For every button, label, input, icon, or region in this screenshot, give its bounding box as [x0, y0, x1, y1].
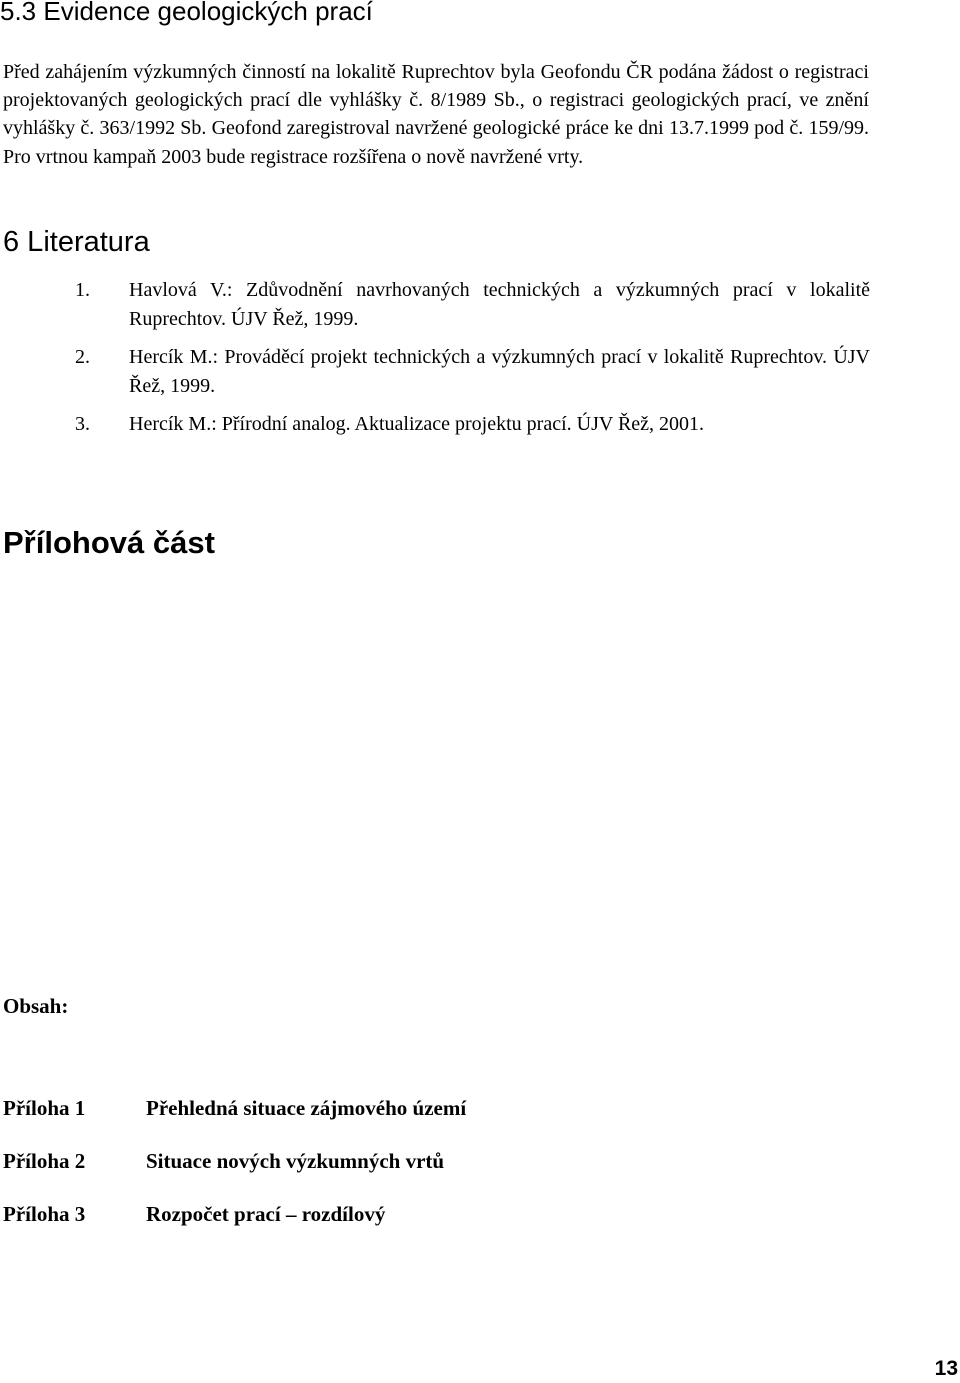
reference-number: 2.: [75, 346, 90, 369]
appendix-item-description: Situace nových výzkumných vrtů: [146, 1149, 445, 1173]
appendix-item-label: Příloha 1: [3, 1096, 86, 1120]
reference-number: 3.: [75, 413, 90, 436]
section-5-3-paragraph: Před zahájením výzkumných činností na lokalitě Ruprechtov byla Geofondu ČR podána žádost o registraci projektovaných geologických prací dle vyhlášky č. 8/1989 Sb., o registraci geologických prací, ve znění vyhlášky č. 363/1992 Sb. Geofond zaregistroval navržené geologické práce ke dni 13.7.1999 pod č. 159/99. Pro vrtnou kampaň 2003 bude registrace rozšířena o nově navržené vrty.: [3, 61, 869, 168]
reference-item: [75, 276, 870, 333]
appendix-item-description: Rozpočet prací – rozdílový: [146, 1202, 386, 1226]
appendix-title: Přílohová část: [3, 525, 215, 560]
reference-text: Havlová V.: Zdůvodnění navrhovaných technických a výzkumných prací v lokalitě Ruprechtov. ÚJV Řež, 1999.: [129, 279, 870, 330]
section-6-heading: 6 Literatura: [3, 226, 150, 258]
reference-item: [75, 410, 870, 439]
page-number: 13: [934, 1357, 958, 1380]
reference-text: Hercík M.: Přírodní analog. Aktualizace projektu prací. ÚJV Řež, 2001.: [129, 413, 705, 436]
contents-label: Obsah:: [3, 994, 69, 1018]
appendix-item-description: Přehledná situace zájmového území: [146, 1096, 467, 1120]
section-5-3-heading: 5.3 Evidence geologických prací: [0, 0, 373, 26]
reference-list: [75, 276, 870, 449]
reference-item: [75, 343, 870, 400]
appendix-item-label: Příloha 2: [3, 1149, 86, 1173]
reference-text: Hercík M.: Prováděcí projekt technických a výzkumných prací v lokalitě Ruprechtov. ÚJV Řež, 1999.: [129, 346, 870, 397]
reference-number: 1.: [75, 279, 90, 301]
appendix-item-label: Příloha 3: [3, 1202, 86, 1226]
